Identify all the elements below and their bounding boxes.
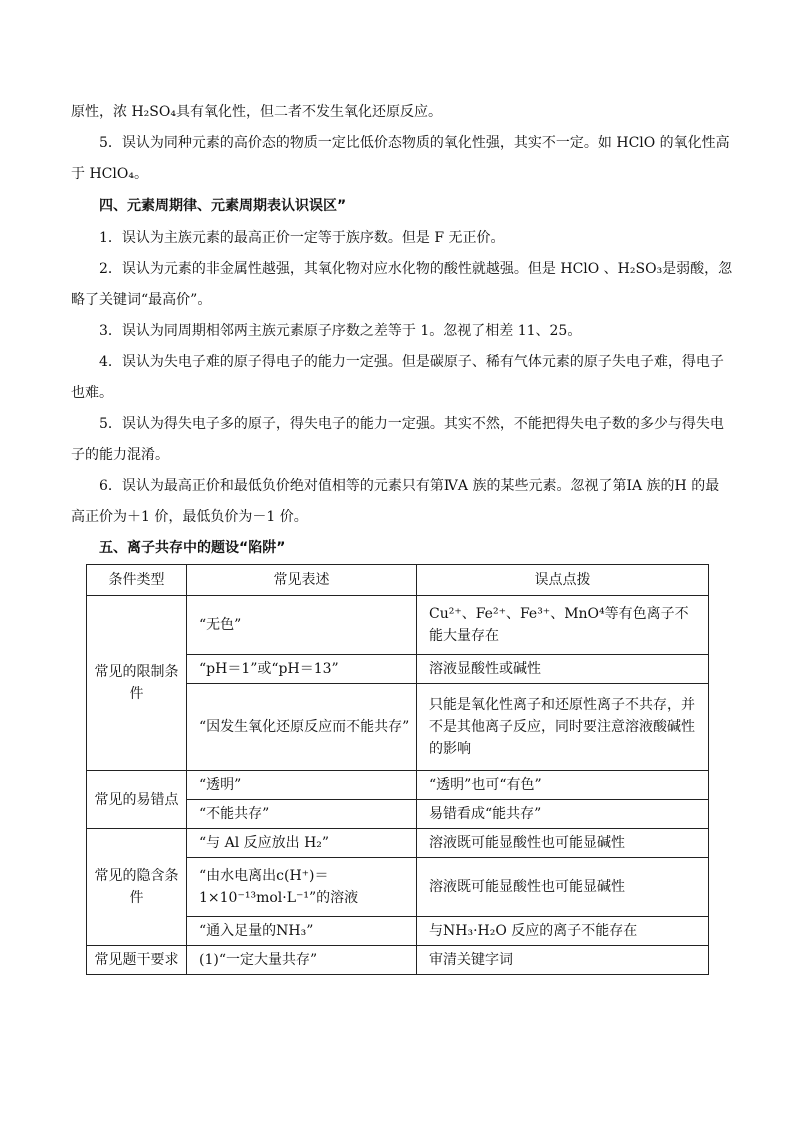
expression-cell: “由水电离出c(H⁺)＝1×10⁻¹³mol·L⁻¹”的溶液 [187, 858, 417, 917]
table-row [87, 829, 709, 858]
text-line: 原性，浓 H₂SO₄具有氧化性，但二者不发生氧化还原反应。 [71, 104, 442, 120]
text-line: 子的能力混淆。 [71, 447, 169, 463]
text-line: 略了关键词“最高价”。 [71, 292, 212, 308]
note-cell: Cu²⁺、Fe²⁺、Fe³⁺、MnO⁴等有色离子不能大量存在 [417, 596, 709, 655]
text-line: 3．误认为同周期相邻两主族元素原子序数之差等于 1。忽视了相差 11、25。 [99, 323, 582, 339]
table-row [87, 771, 709, 800]
column-header: 误点点拨 [417, 565, 709, 596]
table-header-row [87, 565, 709, 596]
note-cell: 溶液既可能显酸性也可能显碱性 [417, 829, 709, 858]
table-row [87, 596, 709, 655]
text-line: 高正价为＋1 价，最低负价为－1 价。 [71, 509, 308, 525]
expression-cell: “pH＝1”或“pH＝13” [187, 655, 417, 684]
text-line: 也难。 [71, 385, 113, 401]
column-header: 条件类型 [87, 565, 187, 596]
text-line: 4．误认为失电子难的原子得电子的能力一定强。但是碳原子、稀有气体元素的原子失电子难，得电子 [99, 354, 724, 370]
note-cell: 溶液显酸性或碱性 [417, 655, 709, 684]
note-cell: 与NH₃·H₂O 反应的离子不能存在 [417, 917, 709, 946]
text-line: 1．误认为主族元素的最高正价一定等于族序数。但是 F 无正价。 [99, 230, 505, 246]
note-cell: 溶液既可能显酸性也可能显碱性 [417, 858, 709, 917]
text-line: 5．误认为得失电子多的原子，得失电子的能力一定强。其实不然，不能把得失电子数的多少与得失电 [99, 416, 724, 432]
category-cell: 常见题干要求 [87, 946, 187, 975]
text-line: 于 HClO₄。 [71, 166, 148, 182]
column-header: 常见表述 [187, 565, 417, 596]
category-cell: 常见的易错点 [87, 771, 187, 829]
note-cell: 只能是氧化性离子和还原性离子不共存，并不是其他离子反应，同时要注意溶液酸碱性的影响 [417, 684, 709, 771]
table-row [87, 946, 709, 975]
text-line: 2．误认为元素的非金属性越强，其氧化物对应水化物的酸性就越强。但是 HClO 、H₂SO₃是弱酸，忽 [99, 261, 733, 277]
expression-cell: (1)“一定大量共存” [187, 946, 417, 975]
text-line: 5．误认为同种元素的高价态的物质一定比低价态物质的氧化性强，其实不一定。如 HClO 的氧化性高 [99, 135, 730, 151]
category-cell: 常见的限制条件 [87, 596, 187, 771]
expression-cell: “通入足量的NH₃” [187, 917, 417, 946]
note-cell: 易错看成“能共存” [417, 800, 709, 829]
expression-cell: “不能共存” [187, 800, 417, 829]
expression-cell: “无色” [187, 596, 417, 655]
category-cell: 常见的隐含条件 [87, 829, 187, 946]
expression-cell: “因发生氧化还原反应而不能共存” [187, 684, 417, 771]
note-cell: 审清关键字词 [417, 946, 709, 975]
expression-cell: “透明” [187, 771, 417, 800]
section-heading: 四、元素周期律、元素周期表认识误区” [99, 198, 347, 214]
section-heading: 五、离子共存中的题设“陷阱” [99, 540, 286, 556]
expression-cell: “与 Al 反应放出 H₂” [187, 829, 417, 858]
ion-coexistence-table [86, 564, 709, 975]
note-cell: “透明”也可“有色” [417, 771, 709, 800]
text-line: 6．误认为最高正价和最低负价绝对值相等的元素只有第ⅣA 族的某些元素。忽视了第ⅠA 族的H 的最 [99, 478, 720, 494]
